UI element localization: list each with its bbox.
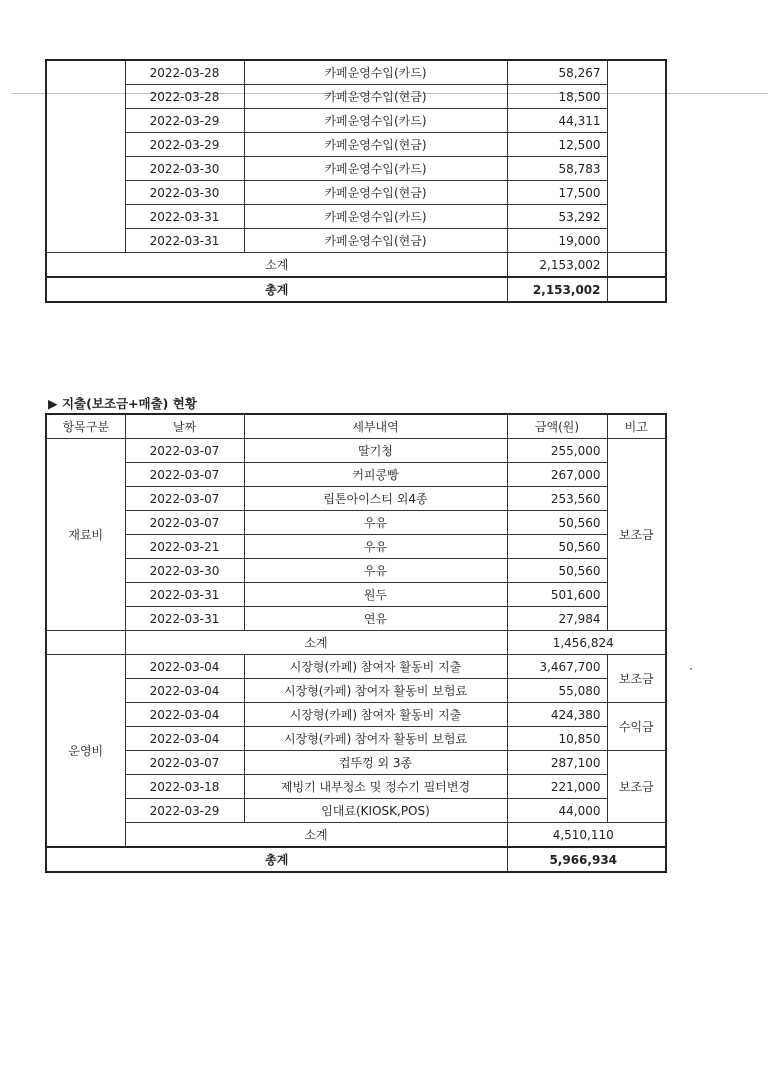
table-row bbox=[46, 60, 666, 85]
header-detail: 세부내역 bbox=[244, 414, 507, 439]
date-cell: 2022-03-28 bbox=[125, 85, 244, 109]
table-row bbox=[46, 133, 666, 157]
amount-cell: 12,500 bbox=[507, 133, 607, 157]
table-row bbox=[46, 535, 666, 559]
total-amount: 5,966,934 bbox=[507, 847, 666, 872]
date-cell: 2022-03-07 bbox=[125, 751, 244, 775]
amount-cell: 221,000 bbox=[507, 775, 607, 799]
amount-cell: 501,600 bbox=[507, 583, 607, 607]
total-row bbox=[46, 847, 666, 872]
amount-cell: 18,500 bbox=[507, 85, 607, 109]
date-cell: 2022-03-31 bbox=[125, 205, 244, 229]
date-cell: 2022-03-28 bbox=[125, 60, 244, 85]
detail-cell: 카페운영수입(현금) bbox=[244, 133, 507, 157]
detail-cell: 카페운영수입(카드) bbox=[244, 60, 507, 85]
subtotal-label: 소계 bbox=[46, 253, 507, 278]
subtotal-amount: 4,510,110 bbox=[507, 823, 666, 848]
table-row bbox=[46, 511, 666, 535]
subtotal-label: 소계 bbox=[125, 823, 507, 848]
table-row bbox=[46, 751, 666, 775]
date-cell: 2022-03-18 bbox=[125, 775, 244, 799]
detail-cell: 카페운영수입(현금) bbox=[244, 181, 507, 205]
table-row bbox=[46, 109, 666, 133]
detail-cell: 카페운영수입(카드) bbox=[244, 109, 507, 133]
date-cell: 2022-03-30 bbox=[125, 157, 244, 181]
total-label: 총계 bbox=[46, 847, 507, 872]
subtotal-row bbox=[46, 631, 666, 655]
amount-cell: 44,311 bbox=[507, 109, 607, 133]
table-row bbox=[46, 463, 666, 487]
note-cell bbox=[607, 60, 666, 253]
table-row bbox=[46, 157, 666, 181]
empty-cell bbox=[46, 631, 125, 655]
table-row bbox=[46, 679, 666, 703]
detail-cell: 제빙기 내부청소 및 정수기 필터변경 bbox=[244, 775, 507, 799]
detail-cell: 시장형(카페) 참여자 활동비 보험료 bbox=[244, 727, 507, 751]
amount-cell: 50,560 bbox=[507, 559, 607, 583]
detail-cell: 커피콩빵 bbox=[244, 463, 507, 487]
category-materials: 재료비 bbox=[46, 439, 125, 631]
amount-cell: 44,000 bbox=[507, 799, 607, 823]
income-table bbox=[45, 59, 667, 303]
amount-cell: 50,560 bbox=[507, 511, 607, 535]
table-row bbox=[46, 559, 666, 583]
note-cell: 보조금 bbox=[607, 439, 666, 631]
amount-cell: 55,080 bbox=[507, 679, 607, 703]
detail-cell: 우유 bbox=[244, 535, 507, 559]
date-cell: 2022-03-29 bbox=[125, 799, 244, 823]
detail-cell: 원두 bbox=[244, 583, 507, 607]
detail-cell: 연유 bbox=[244, 607, 507, 631]
amount-cell: 3,467,700 bbox=[507, 655, 607, 679]
header-date: 날짜 bbox=[125, 414, 244, 439]
header-amount: 금액(원) bbox=[507, 414, 607, 439]
total-amount: 2,153,002 bbox=[507, 277, 607, 302]
subtotal-amount: 2,153,002 bbox=[507, 253, 607, 278]
date-cell: 2022-03-31 bbox=[125, 607, 244, 631]
detail-cell: 시장형(카페) 참여자 활동비 지출 bbox=[244, 703, 507, 727]
amount-cell: 287,100 bbox=[507, 751, 607, 775]
date-cell: 2022-03-07 bbox=[125, 511, 244, 535]
amount-cell: 424,380 bbox=[507, 703, 607, 727]
subtotal-row bbox=[46, 823, 666, 848]
amount-cell: 58,783 bbox=[507, 157, 607, 181]
scan-dot bbox=[690, 668, 692, 670]
amount-cell: 53,292 bbox=[507, 205, 607, 229]
detail-cell: 시장형(카페) 참여자 활동비 지출 bbox=[244, 655, 507, 679]
note-cell: 보조금 bbox=[607, 655, 666, 703]
date-cell: 2022-03-30 bbox=[125, 181, 244, 205]
detail-cell: 립톤아이스티 외4종 bbox=[244, 487, 507, 511]
table-row bbox=[46, 181, 666, 205]
table-row bbox=[46, 205, 666, 229]
table-row bbox=[46, 439, 666, 463]
section-heading: ▶ 지출(보조금+매출) 현황 bbox=[48, 396, 197, 411]
empty-cell bbox=[607, 277, 666, 302]
subtotal-label: 소계 bbox=[125, 631, 507, 655]
table-row bbox=[46, 85, 666, 109]
amount-cell: 19,000 bbox=[507, 229, 607, 253]
table-row bbox=[46, 799, 666, 823]
table-row bbox=[46, 583, 666, 607]
detail-cell: 우유 bbox=[244, 559, 507, 583]
header-row bbox=[46, 414, 666, 439]
amount-cell: 27,984 bbox=[507, 607, 607, 631]
table-row bbox=[46, 703, 666, 727]
amount-cell: 253,560 bbox=[507, 487, 607, 511]
category-operations: 운영비 bbox=[46, 655, 125, 848]
detail-cell: 카페운영수입(현금) bbox=[244, 85, 507, 109]
table-row bbox=[46, 607, 666, 631]
header-note: 비고 bbox=[607, 414, 666, 439]
date-cell: 2022-03-04 bbox=[125, 727, 244, 751]
note-cell: 보조금 bbox=[607, 751, 666, 823]
detail-cell: 카페운영수입(카드) bbox=[244, 157, 507, 181]
expense-table bbox=[45, 413, 667, 873]
amount-cell: 267,000 bbox=[507, 463, 607, 487]
table-row bbox=[46, 727, 666, 751]
date-cell: 2022-03-29 bbox=[125, 109, 244, 133]
date-cell: 2022-03-04 bbox=[125, 703, 244, 727]
detail-cell: 컵뚜껑 외 3종 bbox=[244, 751, 507, 775]
subtotal-amount: 1,456,824 bbox=[507, 631, 666, 655]
date-cell: 2022-03-07 bbox=[125, 439, 244, 463]
table-row bbox=[46, 487, 666, 511]
date-cell: 2022-03-07 bbox=[125, 463, 244, 487]
detail-cell: 우유 bbox=[244, 511, 507, 535]
amount-cell: 50,560 bbox=[507, 535, 607, 559]
note-cell: 수익금 bbox=[607, 703, 666, 751]
detail-cell: 카페운영수입(카드) bbox=[244, 205, 507, 229]
detail-cell: 카페운영수입(현금) bbox=[244, 229, 507, 253]
detail-cell: 딸기청 bbox=[244, 439, 507, 463]
table-row bbox=[46, 775, 666, 799]
date-cell: 2022-03-31 bbox=[125, 229, 244, 253]
date-cell: 2022-03-04 bbox=[125, 679, 244, 703]
detail-cell: 임대료(KIOSK,POS) bbox=[244, 799, 507, 823]
header-category: 항목구분 bbox=[46, 414, 125, 439]
date-cell: 2022-03-07 bbox=[125, 487, 244, 511]
date-cell: 2022-03-30 bbox=[125, 559, 244, 583]
amount-cell: 255,000 bbox=[507, 439, 607, 463]
date-cell: 2022-03-31 bbox=[125, 583, 244, 607]
date-cell: 2022-03-04 bbox=[125, 655, 244, 679]
category-cell bbox=[46, 60, 125, 253]
amount-cell: 17,500 bbox=[507, 181, 607, 205]
table-row bbox=[46, 229, 666, 253]
total-label: 총계 bbox=[46, 277, 507, 302]
amount-cell: 10,850 bbox=[507, 727, 607, 751]
amount-cell: 58,267 bbox=[507, 60, 607, 85]
detail-cell: 시장형(카페) 참여자 활동비 보험료 bbox=[244, 679, 507, 703]
total-row bbox=[46, 277, 666, 302]
date-cell: 2022-03-29 bbox=[125, 133, 244, 157]
table-row bbox=[46, 655, 666, 679]
empty-cell bbox=[607, 253, 666, 278]
date-cell: 2022-03-21 bbox=[125, 535, 244, 559]
subtotal-row bbox=[46, 253, 666, 278]
